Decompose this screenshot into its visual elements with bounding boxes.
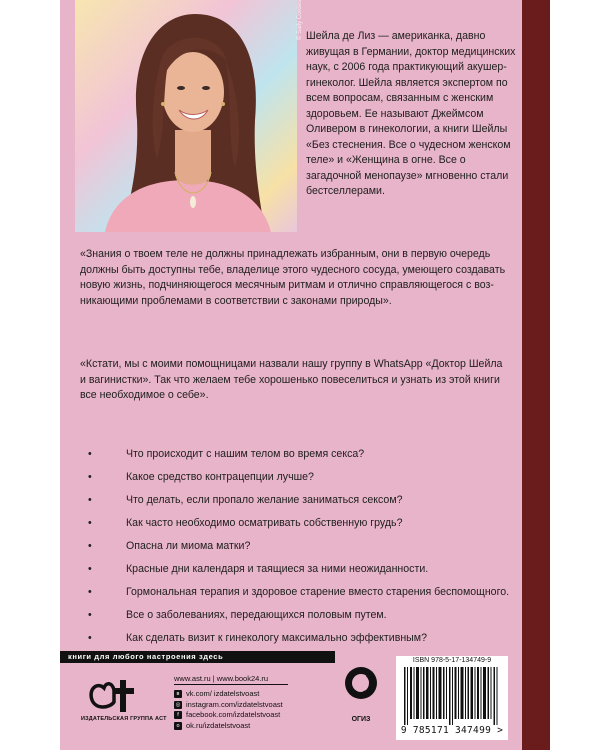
social-link-facebook[interactable] — [174, 710, 283, 721]
list-item-text: Опасна ли миома матки? — [126, 540, 251, 552]
list-item-text: Какое средство контрацепции лучше? — [126, 471, 314, 483]
list-item — [88, 627, 518, 650]
social-link-text: ok.ru/izdatelstvoast — [186, 720, 251, 730]
bullet-icon: • — [88, 494, 92, 506]
list-item-text: Как часто необходимо осматривать собственную грудь? — [126, 517, 403, 529]
back-cover — [60, 0, 522, 750]
social-links — [174, 689, 283, 731]
web-links[interactable]: www.ast.ru | www.book24.ru — [174, 674, 269, 683]
list-item-text: Что делать, если пропало желание заниматься сексом? — [126, 494, 403, 506]
list-item — [88, 466, 518, 489]
bullet-icon: • — [88, 448, 92, 460]
author-bio: Шейла де Лиз — американка, давно живущая в Германии, доктор медицинских наук, с 2006 года практикующий акушер-гинеколог. Шейла является экспертом по всем вопросам, связанным с женским здоровьем. Ее называют Джеймсом Оливером в гинекологии, а книги Шейлы «Без стеснения. Все о чудесном женском теле» и «Женщина в огне. Все о загадочной менопаузе» мгновенно стали бестселлерами. — [306, 30, 516, 197]
list-item — [88, 489, 518, 512]
ast-logo-icon — [86, 672, 142, 714]
social-link-vk[interactable] — [174, 689, 283, 700]
instagram-icon: ◎ — [175, 701, 181, 708]
list-item-text: Красные дни календаря и таящиеся за ними неожиданности. — [126, 563, 429, 575]
list-item — [88, 443, 518, 466]
social-link-odnoklassniki[interactable] — [174, 721, 283, 732]
bullet-icon: • — [88, 609, 92, 621]
bullet-icon: • — [88, 632, 92, 644]
list-item — [88, 535, 518, 558]
quote-knowledge: «Знания о твоем теле не должны принадлежать избранным, они в первую очередь должны быть доступны тебе, владелице этого чудесного сосуда, умеющего создавать новую жизнь, подчиняющегося месячным ритмам и отлично справляющегося с возникающими проблемами в соответствии с законами природы». — [80, 248, 506, 307]
isbn-text: ISBN 978-5-17-134749-9 — [412, 657, 492, 664]
barcode-panel — [396, 656, 508, 740]
barcode-icon — [404, 667, 500, 725]
social-link-instagram[interactable] — [174, 700, 283, 711]
list-item-text: Как сделать визит к гинекологу максимально эффективным? — [126, 632, 427, 644]
book-spine — [522, 0, 550, 750]
social-link-text: facebook.com/izdatelstvoast — [186, 710, 281, 719]
facebook-icon: f — [174, 711, 182, 719]
vk-icon: в — [174, 690, 182, 698]
list-item-text: Гормональная терапия и здоровое старение вместо старения беспомощного. — [126, 586, 510, 598]
bullet-icon: • — [88, 586, 92, 598]
list-item-text: Что происходит с нашим телом во время секса? — [126, 448, 365, 460]
tagline-banner: книги для любого настроения здесь — [60, 651, 335, 663]
barcode-digits: 9 785171 347499 > — [400, 725, 504, 736]
author-photo — [75, 0, 303, 232]
list-item — [88, 558, 518, 581]
list-item — [88, 512, 518, 535]
social-link-text: instagram.com/izdatelstvoast — [186, 699, 283, 709]
topics-list — [88, 443, 518, 650]
social-link-text: vk.com/ izdatelstvoast — [186, 689, 260, 698]
list-item — [88, 604, 518, 627]
photo-credit: © Sally Cordes — [297, 0, 303, 40]
list-item-text: Все о заболеваниях, передающихся половым путем. — [126, 609, 387, 621]
bullet-icon: • — [88, 540, 92, 552]
bullet-icon: • — [88, 517, 92, 529]
ogiz-logo-icon — [343, 659, 379, 715]
author-portrait-illustration — [75, 0, 297, 232]
divider — [174, 684, 288, 685]
bullet-icon: • — [88, 563, 92, 575]
odnoklassniki-icon: о — [174, 722, 182, 730]
publisher-name: ИЗДАТЕЛЬСКАЯ ГРУППА АСТ — [81, 716, 167, 722]
bullet-icon: • — [88, 471, 92, 483]
imprint-label: ОГИЗ — [351, 716, 371, 723]
quote-whatsapp: «Кстати, мы с моими помощницами назвали нашу группу в WhatsApp «Доктор Шейла и вагинистки». Так что желаем тебе хорошенько повеселиться и узнать из этой книги все необходимое о себе». — [80, 358, 503, 401]
list-item — [88, 581, 518, 604]
